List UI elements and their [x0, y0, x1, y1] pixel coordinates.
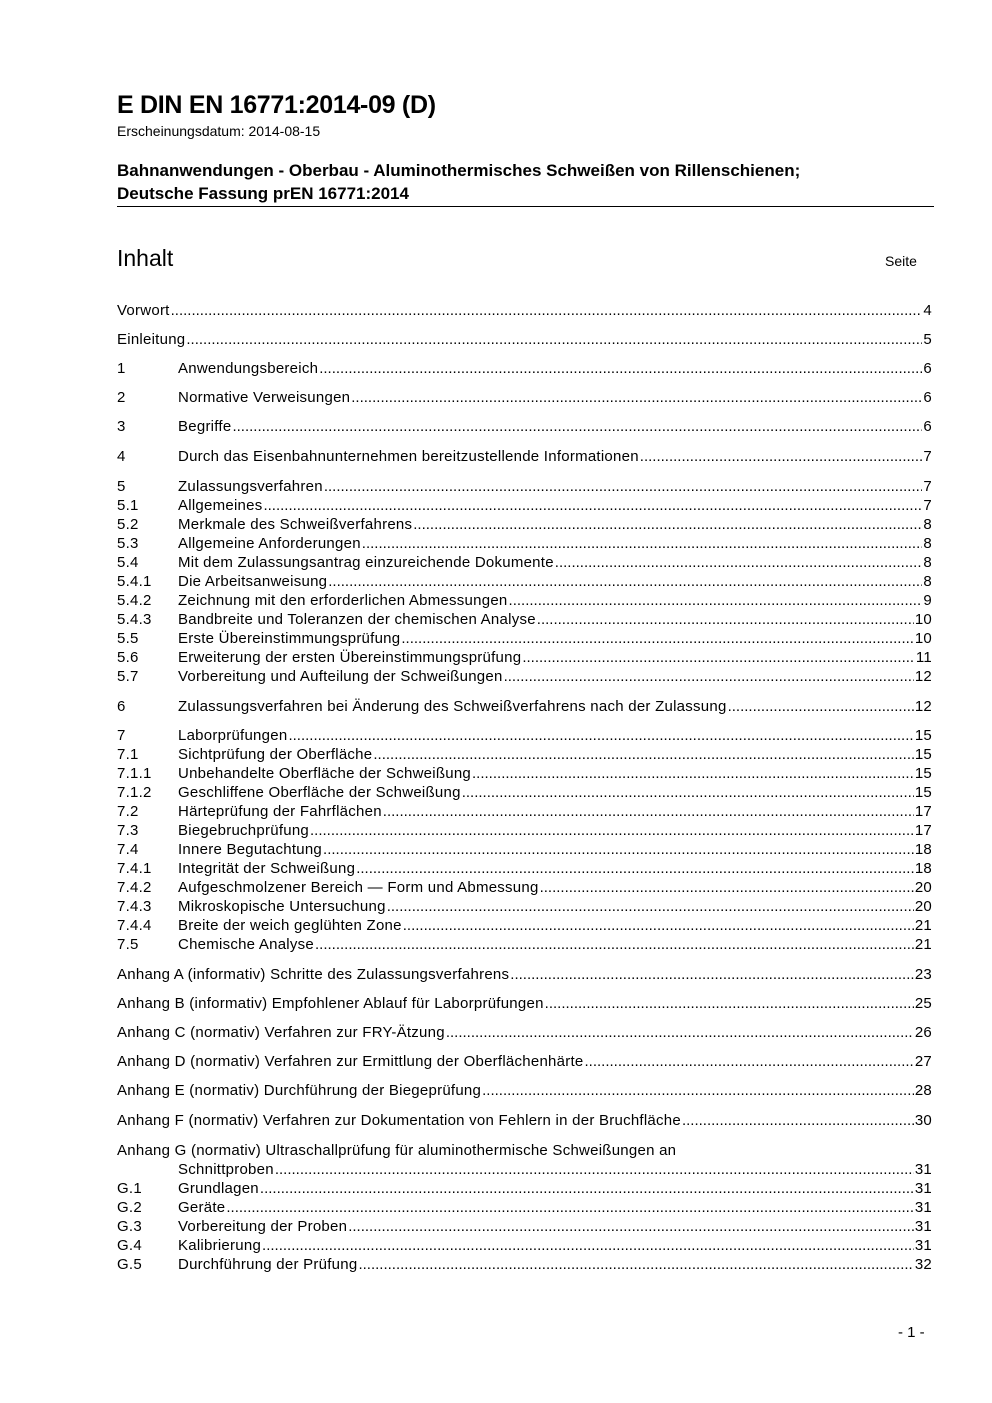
- toc-leader-dots: [728, 697, 914, 716]
- document-title: [117, 159, 937, 205]
- toc-entry-number: G.2: [117, 1199, 142, 1216]
- toc-entry-number: 5.7: [117, 668, 139, 685]
- toc-entry[interactable]: [117, 629, 932, 648]
- toc-entry-page: 12: [914, 668, 932, 685]
- toc-entry-title: Anhang A (informativ) Schritte des Zulassungsverfahrens: [117, 966, 510, 983]
- toc-leader-dots: [555, 553, 923, 572]
- toc-entry[interactable]: [117, 1052, 932, 1071]
- toc-entry-page: 7: [923, 497, 932, 514]
- toc-leader-dots: [373, 745, 913, 764]
- toc-entry-number: 7.5: [117, 936, 139, 953]
- toc-entry-title: Zeichnung mit den erforderlichen Abmessungen: [178, 592, 508, 609]
- toc-entry-page: 12: [914, 698, 932, 715]
- toc-leader-dots: [288, 726, 913, 745]
- toc-entry[interactable]: [117, 1217, 932, 1236]
- toc-entry[interactable]: [117, 388, 932, 407]
- toc-entry[interactable]: [117, 477, 932, 496]
- toc-leader-dots: [358, 1255, 913, 1274]
- toc-entry[interactable]: [117, 330, 932, 349]
- toc-entry-page: 31: [914, 1180, 932, 1197]
- toc-entry-title: Integrität der Schweißung: [178, 860, 356, 877]
- toc-entry[interactable]: [117, 1081, 932, 1100]
- toc-leader-dots: [509, 591, 923, 610]
- toc-entry[interactable]: [117, 783, 932, 802]
- toc-entry[interactable]: [117, 1179, 932, 1198]
- toc-entry-number: 5.3: [117, 535, 139, 552]
- toc-entry-title: Anhang C (normativ) Verfahren zur FRY-Ätzung: [117, 1024, 445, 1041]
- toc-entry[interactable]: [117, 1141, 932, 1160]
- toc-entry-title: Vorbereitung der Proben: [178, 1218, 348, 1235]
- toc-leader-dots: [324, 477, 923, 496]
- publication-date: Erscheinungsdatum: 2014-08-15: [117, 123, 321, 139]
- toc-entry[interactable]: [117, 935, 932, 954]
- toc-entry-page: 8: [923, 516, 932, 533]
- toc-entry-page: 21: [914, 917, 932, 934]
- title-divider: [117, 206, 934, 207]
- toc-entry-page: 31: [914, 1199, 932, 1216]
- toc-entry-number: 5.4.3: [117, 611, 152, 628]
- toc-entry-page: 17: [914, 822, 932, 839]
- toc-entry-page: 17: [914, 803, 932, 820]
- toc-entry-title: Innere Begutachtung: [178, 841, 323, 858]
- toc-entry-number: G.1: [117, 1180, 142, 1197]
- toc-entry-number: 7.1: [117, 746, 139, 763]
- toc-leader-dots: [584, 1052, 913, 1071]
- toc-entry-page: 9: [923, 592, 932, 609]
- toc-leader-dots: [446, 1023, 914, 1042]
- toc-entry-title: Zulassungsverfahren bei Änderung des Schweißverfahrens nach der Zulassung: [178, 698, 727, 715]
- toc-entry-title: Allgemeines: [178, 497, 263, 514]
- toc-entry-number: 4: [117, 448, 126, 465]
- toc-entry[interactable]: [117, 1160, 932, 1179]
- toc-entry-page: 26: [914, 1024, 932, 1041]
- toc-entry-title: Härteprüfung der Fahrflächen: [178, 803, 382, 820]
- toc-entry-page: 21: [914, 936, 932, 953]
- toc-leader-dots: [482, 1081, 914, 1100]
- toc-entry-number: 2: [117, 389, 126, 406]
- toc-leader-dots: [351, 388, 922, 407]
- toc-leader-dots: [387, 897, 914, 916]
- toc-entry-page: 30: [914, 1112, 932, 1129]
- toc-entry[interactable]: [117, 840, 932, 859]
- toc-leader-dots: [537, 610, 914, 629]
- toc-entry[interactable]: [117, 916, 932, 935]
- toc-entry-title: Merkmale des Schweißverfahrens: [178, 516, 413, 533]
- toc-entry-title: Mit dem Zulassungsantrag einzureichende Dokumente: [178, 554, 554, 571]
- toc-entry-title: Biegebruchprüfung: [178, 822, 310, 839]
- toc-heading: Inhalt: [117, 245, 174, 271]
- toc-entry[interactable]: [117, 1255, 932, 1274]
- toc-entry-page: 15: [914, 784, 932, 801]
- toc-entry-title: Anhang D (normativ) Verfahren zur Ermittlung der Oberflächenhärte: [117, 1053, 584, 1070]
- toc-entry-title: Laborprüfungen: [178, 727, 288, 744]
- toc-leader-dots: [226, 1198, 913, 1217]
- toc-leader-dots: [413, 515, 922, 534]
- toc-entry[interactable]: [117, 1111, 932, 1130]
- toc-entry-title: Anwendungsbereich: [178, 360, 319, 377]
- toc-leader-dots: [348, 1217, 914, 1236]
- title-line-2: Deutsche Fassung prEN 16771:2014: [117, 184, 409, 203]
- toc-entry-page: 11: [915, 649, 932, 666]
- toc-entry-title: Erste Übereinstimmungsprüfung: [178, 630, 401, 647]
- toc-entry-title: Anhang G (normativ) Ultraschallprüfung für aluminothermische Schweißungen an: [117, 1142, 677, 1159]
- toc-entry[interactable]: [117, 667, 932, 686]
- toc-entry-title: Geräte: [178, 1199, 226, 1216]
- toc-entry[interactable]: [117, 965, 932, 984]
- toc-leader-dots: [262, 1236, 914, 1255]
- toc-entry-title: Sichtprüfung der Oberfläche: [178, 746, 373, 763]
- toc-entry-title: Kalibrierung: [178, 1237, 262, 1254]
- toc-entry-number: 5: [117, 478, 126, 495]
- toc-entry-page: 6: [923, 418, 932, 435]
- toc-entry-title: Anhang F (normativ) Verfahren zur Dokumentation von Fehlern in der Bruchfläche: [117, 1112, 681, 1129]
- toc-entry-number: 7.2: [117, 803, 139, 820]
- toc-entry-page: 20: [914, 898, 932, 915]
- toc-entry[interactable]: [117, 745, 932, 764]
- toc-entry-page: 20: [914, 879, 932, 896]
- toc-entry-number: 7.4.2: [117, 879, 152, 896]
- toc-entry-title: Breite der weich geglühten Zone: [178, 917, 402, 934]
- toc-entry[interactable]: [117, 553, 932, 572]
- toc-leader-dots: [275, 1160, 914, 1179]
- toc-entry[interactable]: [117, 534, 932, 553]
- toc-entry-number: 5.4.2: [117, 592, 152, 609]
- toc-entry-number: 7.3: [117, 822, 139, 839]
- toc-leader-dots: [362, 534, 923, 553]
- toc-entry-page: 18: [914, 860, 932, 877]
- toc-entry-number: 7.4: [117, 841, 139, 858]
- toc-leader-dots: [310, 821, 914, 840]
- toc-leader-dots: [403, 916, 914, 935]
- toc-entry-title: Bandbreite und Toleranzen der chemischen Analyse: [178, 611, 536, 628]
- toc-leader-dots: [472, 764, 914, 783]
- toc-entry-number: 5.5: [117, 630, 139, 647]
- toc-leader-dots: [640, 447, 923, 466]
- toc-entry[interactable]: [117, 447, 932, 466]
- toc-entry-page: 28: [914, 1082, 932, 1099]
- toc-entry[interactable]: [117, 417, 932, 436]
- toc-entry-page: 7: [923, 478, 932, 495]
- toc-entry-number: 7.1.2: [117, 784, 152, 801]
- toc-entry-title: Zulassungsverfahren: [178, 478, 323, 495]
- toc-leader-dots: [323, 840, 914, 859]
- toc-entry-title: Vorbereitung und Aufteilung der Schweißungen: [178, 668, 503, 685]
- toc-entry-page: 6: [923, 360, 932, 377]
- toc-entry-title: Durchführung der Prüfung: [178, 1256, 358, 1273]
- toc-entry[interactable]: [117, 859, 932, 878]
- toc-entry-title: Begriffe: [178, 418, 232, 435]
- toc-leader-dots: [328, 572, 922, 591]
- toc-leader-dots: [545, 994, 914, 1013]
- toc-entry[interactable]: [117, 572, 932, 591]
- toc-leader-dots: [540, 878, 914, 897]
- toc-entry-number: 3: [117, 418, 126, 435]
- toc-entry-number: G.5: [117, 1256, 142, 1273]
- toc-leader-dots: [186, 330, 922, 349]
- document-id: E DIN EN 16771:2014-09 (D): [117, 91, 436, 119]
- toc-entry-page: 15: [914, 727, 932, 744]
- toc-entry[interactable]: [117, 610, 932, 629]
- toc-entry-title: Aufgeschmolzener Bereich — Form und Abmessung: [178, 879, 539, 896]
- toc-entry-number: 7.1.1: [117, 765, 152, 782]
- toc-entry-page: 32: [914, 1256, 932, 1273]
- toc-entry-page: 31: [914, 1218, 932, 1235]
- toc-entry[interactable]: [117, 1236, 932, 1255]
- toc-entry-page: 8: [923, 535, 932, 552]
- toc-entry-page: 6: [923, 389, 932, 406]
- toc-entry[interactable]: [117, 878, 932, 897]
- toc-entry-title: Normative Verweisungen: [178, 389, 351, 406]
- toc-page-label: Seite: [885, 253, 917, 269]
- toc-leader-dots: [504, 667, 914, 686]
- toc-entry-number: 7: [117, 727, 126, 744]
- toc-entry-title: Anhang E (normativ) Durchführung der Biegeprüfung: [117, 1082, 482, 1099]
- toc-entry-title: Erweiterung der ersten Übereinstimmungsprüfung: [178, 649, 522, 666]
- toc-entry-number: G.3: [117, 1218, 142, 1235]
- toc-leader-dots: [401, 629, 913, 648]
- toc-entry-number: 1: [117, 360, 126, 377]
- toc-leader-dots: [462, 783, 914, 802]
- toc-entry[interactable]: [117, 301, 932, 320]
- toc-entry-number: 5.4.1: [117, 573, 152, 590]
- toc-leader-dots: [383, 802, 914, 821]
- toc-entry[interactable]: [117, 591, 932, 610]
- toc-leader-dots: [263, 496, 922, 515]
- toc-entry-title: Vorwort: [117, 302, 170, 319]
- toc-entry-title: Die Arbeitsanweisung: [178, 573, 328, 590]
- toc-entry-page: 8: [923, 554, 932, 571]
- title-line-1: Bahnanwendungen - Oberbau - Aluminothermisches Schweißen von Rillenschienen;: [117, 161, 801, 180]
- toc-entry-number: G.4: [117, 1237, 142, 1254]
- toc-entry-title: Anhang B (informativ) Empfohlener Ablauf für Laborprüfungen: [117, 995, 544, 1012]
- toc-entry-page: 10: [914, 630, 932, 647]
- toc-entry-page: 5: [923, 331, 932, 348]
- toc-entry-page: 10: [914, 611, 932, 628]
- toc-entry[interactable]: [117, 515, 932, 534]
- toc-entry-page: 8: [923, 573, 932, 590]
- toc-entry-title: Grundlagen: [178, 1180, 259, 1197]
- toc-entry-number: 5.4: [117, 554, 139, 571]
- toc-entry-page: 15: [914, 746, 932, 763]
- page-number: - 1 -: [898, 1324, 925, 1341]
- toc-entry-title: Mikroskopische Untersuchung: [178, 898, 386, 915]
- toc-entry-title: Geschliffene Oberfläche der Schweißung: [178, 784, 461, 801]
- toc-entry[interactable]: [117, 764, 932, 783]
- toc-entry[interactable]: [117, 897, 932, 916]
- toc-entry-page: 27: [914, 1053, 932, 1070]
- toc-leader-dots: [510, 965, 914, 984]
- toc-leader-dots: [522, 648, 915, 667]
- toc-entry-number: 7.4.3: [117, 898, 152, 915]
- toc-entry-page: 15: [914, 765, 932, 782]
- toc-entry-page: 31: [914, 1237, 932, 1254]
- toc-entry-number: 5.2: [117, 516, 139, 533]
- toc-entry-page: 23: [914, 966, 932, 983]
- toc-entry-page: 25: [914, 995, 932, 1012]
- toc-entry-page: 4: [923, 302, 932, 319]
- toc-entry-number: 7.4.4: [117, 917, 152, 934]
- toc-entry[interactable]: [117, 994, 932, 1013]
- toc-leader-dots: [356, 859, 914, 878]
- toc-entry[interactable]: [117, 821, 932, 840]
- toc-entry-page: 31: [914, 1161, 932, 1178]
- toc-entry-title: Durch das Eisenbahnunternehmen bereitzustellende Informationen: [178, 448, 639, 465]
- toc-entry-title: Unbehandelte Oberfläche der Schweißung: [178, 765, 472, 782]
- toc-entry-title: Einleitung: [117, 331, 186, 348]
- toc-entry[interactable]: [117, 726, 932, 745]
- toc-entry-title: Chemische Analyse: [178, 936, 314, 953]
- toc-entry[interactable]: [117, 648, 932, 667]
- toc-leader-dots: [171, 301, 923, 320]
- toc-entry[interactable]: [117, 496, 932, 515]
- toc-entry-page: 7: [923, 448, 932, 465]
- toc-entry-title: Schnittproben: [178, 1161, 274, 1178]
- toc-entry-page: 18: [914, 841, 932, 858]
- toc-entry[interactable]: [117, 359, 932, 378]
- toc-entry[interactable]: [117, 1198, 932, 1217]
- toc-leader-dots: [232, 417, 922, 436]
- toc-entry-number: 6: [117, 698, 126, 715]
- toc-leader-dots: [319, 359, 922, 378]
- toc-entry[interactable]: [117, 802, 932, 821]
- toc-leader-dots: [260, 1179, 914, 1198]
- toc-entry-number: 5.6: [117, 649, 139, 666]
- toc-leader-dots: [682, 1111, 914, 1130]
- toc-entry-number: 5.1: [117, 497, 139, 514]
- toc-entry[interactable]: [117, 1023, 932, 1042]
- toc-entry-number: 7.4.1: [117, 860, 152, 877]
- toc-leader-dots: [315, 935, 914, 954]
- toc-entry-title: Allgemeine Anforderungen: [178, 535, 361, 552]
- toc-entry[interactable]: [117, 697, 932, 716]
